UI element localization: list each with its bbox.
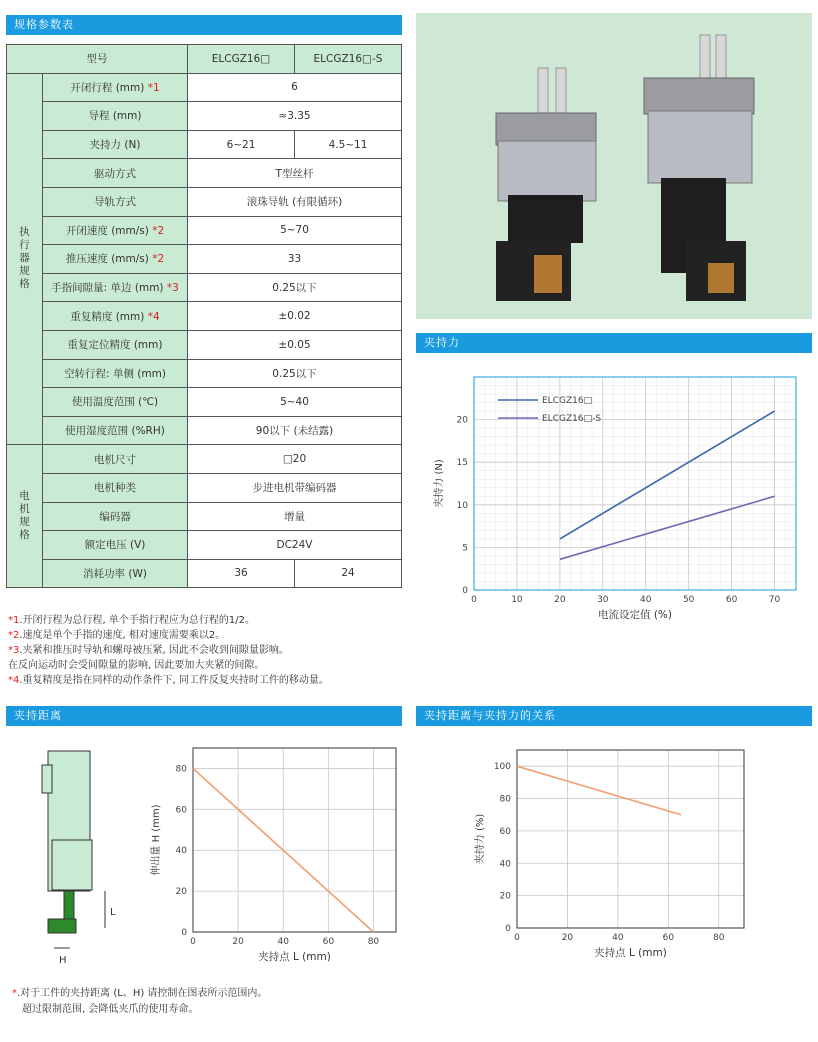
spec-row — [7, 330, 402, 359]
y-tick-label: 100 — [493, 762, 511, 773]
spec-row — [7, 502, 402, 531]
product-photo — [416, 13, 812, 319]
spec-label — [43, 159, 188, 188]
spec-row — [7, 445, 402, 474]
y-axis-label: 夹持力 (N) — [434, 459, 445, 508]
spec-row — [7, 302, 402, 331]
spec-label — [43, 245, 188, 274]
x-tick-label: 30 — [597, 595, 609, 605]
spec-section-bar — [6, 15, 402, 35]
spec-label — [43, 445, 188, 474]
spec-label — [43, 359, 188, 388]
x-tick-label: 60 — [725, 595, 738, 605]
spec-value-a: ±0.02 — [188, 302, 402, 331]
note-mark: *3 — [8, 645, 20, 656]
spec-row — [7, 473, 402, 502]
group-label: 电机规格 — [19, 490, 30, 542]
note-mark: *1 — [8, 615, 20, 626]
note-mark: *4 — [8, 675, 20, 686]
x-tick-label: 60 — [662, 933, 675, 943]
note-line — [8, 628, 329, 643]
spec-value-a: ≈3.35 — [188, 102, 402, 131]
spec-label — [43, 502, 188, 531]
spec-label-text: 电机种类 — [94, 482, 136, 495]
spec-value-a: T型丝杆 — [188, 159, 402, 188]
x-tick-label: 70 — [768, 595, 781, 605]
gripper-diagram — [30, 745, 140, 970]
x-tick-label: 40 — [277, 937, 289, 947]
spec-value-a: 5~70 — [188, 216, 402, 245]
spec-label-text: 消耗功率 (W) — [83, 567, 147, 580]
note-text: .开闭行程为总行程, 单个手指行程应为总行程的1/2。 — [19, 615, 256, 626]
note-text: 在反向运动时会受间隙量的影响, 因此要加大夹紧的间隙。 — [8, 660, 265, 671]
spec-row — [7, 216, 402, 245]
spec-label-text: 导程 (mm) — [88, 110, 142, 123]
x-tick-label: 80 — [713, 933, 725, 943]
spec-label-text: 使用温度范围 (℃) — [71, 396, 159, 409]
note-text: .重复精度是指在同样的动作条件下, 同工件反复夹持时工件的移动量。 — [19, 675, 329, 686]
gripper-right-image — [644, 35, 754, 301]
y-tick-label: 80 — [499, 794, 511, 805]
spec-value-a: ±0.05 — [188, 330, 402, 359]
relation-chart — [470, 740, 770, 980]
spec-value-a: 步进电机带编码器 — [188, 473, 402, 502]
spec-value-a: □20 — [188, 445, 402, 474]
y-tick-label: 40 — [499, 859, 511, 870]
x-tick-label: 0 — [190, 937, 196, 947]
group-actuator — [7, 73, 43, 445]
y-tick-label: 80 — [175, 764, 187, 775]
diagram-jaw-block — [52, 840, 92, 890]
spec-label-text: 驱动方式 — [94, 167, 136, 180]
model-label: 型号 — [7, 45, 188, 74]
spec-section-title: 规格参数表 — [14, 18, 74, 31]
spec-label-text: 编码器 — [99, 510, 131, 523]
plot-frame — [193, 748, 396, 932]
distance-chart — [145, 740, 410, 980]
spec-note-mark: *2 — [152, 224, 165, 237]
note-line — [8, 658, 329, 673]
footnote-line2: 超过限制范围, 会降低夹爪的使用寿命。 — [22, 1004, 199, 1015]
y-tick-label: 40 — [175, 846, 187, 857]
footnote — [12, 986, 267, 1018]
model-b: ELCGZ16□-S — [295, 45, 402, 74]
spec-note-mark: *2 — [152, 253, 165, 266]
x-tick-label: 50 — [682, 595, 695, 605]
note-line — [8, 643, 329, 658]
x-tick-label: 40 — [612, 933, 624, 943]
y-tick-label: 20 — [175, 887, 187, 898]
x-tick-label: 0 — [471, 595, 477, 605]
spec-label-text: 空转行程: 单侧 (mm) — [64, 367, 166, 380]
force-section-bar — [416, 333, 812, 353]
spec-notes — [8, 613, 329, 688]
spec-label — [43, 416, 188, 445]
spec-row — [7, 73, 402, 102]
relation-section-bar — [416, 706, 812, 726]
spec-value-a: 增量 — [188, 502, 402, 531]
spec-label-text: 推压速度 (mm/s) — [65, 253, 153, 266]
y-tick-label: 20 — [456, 415, 468, 426]
spec-label — [43, 216, 188, 245]
diagram-connector — [42, 765, 52, 793]
footnote-mark: * — [12, 988, 17, 999]
diagram-h-label: H — [59, 955, 67, 966]
x-tick-label: 20 — [554, 595, 566, 605]
spec-label — [43, 73, 188, 102]
distance-section-bar — [6, 706, 402, 726]
spec-label-text: 开闭行程 (mm) — [70, 81, 148, 94]
x-tick-label: 40 — [640, 595, 652, 605]
spec-label-text: 额定电压 (V) — [84, 539, 146, 552]
x-axis-label: 夹持点 L (mm) — [594, 947, 667, 959]
group-motor — [7, 445, 43, 588]
spec-row — [7, 416, 402, 445]
spec-label-text: 重复定位精度 (mm) — [67, 339, 163, 352]
y-axis-label: 伸出量 H (mm) — [151, 804, 162, 876]
spec-row — [7, 531, 402, 560]
model-a: ELCGZ16□ — [188, 45, 295, 74]
spec-row — [7, 359, 402, 388]
spec-label — [43, 130, 188, 159]
spec-label-text: 重复精度 (mm) — [70, 310, 148, 323]
spec-header-row — [7, 45, 402, 74]
note-text: .夹紧和推压时导轨和螺母被压紧, 因此不会收到间隙量影响。 — [19, 645, 289, 656]
y-axis-label: 夹持力 (%) — [475, 813, 486, 865]
group-label: 执行器规格 — [19, 226, 30, 291]
spec-label-text: 导轨方式 — [94, 196, 136, 209]
spec-value-a: 90以下 (未结露) — [188, 416, 402, 445]
spec-label — [43, 273, 188, 302]
y-tick-label: 0 — [505, 924, 511, 934]
y-tick-label: 5 — [462, 543, 468, 554]
spec-value-a: 6~21 — [188, 130, 295, 159]
spec-row — [7, 388, 402, 417]
spec-label — [43, 531, 188, 560]
spec-note-mark: *3 — [166, 282, 179, 295]
spec-label-text: 手指间隙量: 单边 (mm) — [51, 282, 167, 295]
x-tick-label: 60 — [322, 937, 335, 947]
legend-label: ELCGZ16□ — [542, 396, 593, 406]
x-tick-label: 10 — [511, 595, 523, 605]
y-tick-label: 60 — [175, 805, 187, 816]
spec-note-mark: *4 — [147, 310, 160, 323]
y-tick-label: 10 — [456, 500, 468, 511]
spec-value-a: DC24V — [188, 531, 402, 560]
legend-label: ELCGZ16□-S — [542, 414, 602, 424]
y-tick-label: 60 — [499, 826, 511, 837]
x-tick-label: 80 — [367, 937, 380, 947]
spec-label — [43, 102, 188, 131]
series-line — [517, 766, 681, 815]
spec-table — [6, 44, 402, 588]
note-mark: *2 — [8, 630, 20, 641]
spec-row — [7, 245, 402, 274]
spec-label-text: 开闭速度 (mm/s) — [65, 224, 153, 237]
spec-value-a: 5~40 — [188, 388, 402, 417]
force-chart — [416, 362, 812, 632]
y-tick-label: 0 — [462, 586, 468, 596]
spec-label-text: 夹持力 (N) — [89, 139, 141, 152]
y-tick-label: 15 — [456, 458, 468, 469]
spec-label-text: 使用湿度范围 (%RH) — [65, 425, 165, 438]
note-line — [8, 613, 329, 628]
spec-row — [7, 130, 402, 159]
spec-label — [43, 473, 188, 502]
footnote-line1: .对于工件的夹持距离 (L、H) 请控制在图表所示范围内。 — [17, 988, 268, 999]
x-axis-label: 电流设定值 (%) — [597, 609, 673, 621]
diagram-finger — [64, 891, 74, 921]
spec-label — [43, 388, 188, 417]
spec-value-a: 0.25以下 — [188, 273, 402, 302]
y-tick-label: 20 — [499, 891, 511, 902]
spec-row — [7, 159, 402, 188]
x-axis-label: 夹持点 L (mm) — [258, 951, 331, 963]
spec-value-a: 36 — [188, 559, 295, 588]
spec-label-text: 电机尺寸 — [94, 453, 136, 466]
spec-value-b: 4.5~11 — [295, 130, 402, 159]
note-line — [8, 673, 329, 688]
distance-section-title: 夹持距离 — [14, 709, 62, 722]
spec-row — [7, 273, 402, 302]
x-tick-label: 20 — [561, 933, 574, 943]
spec-value-a: 33 — [188, 245, 402, 274]
diagram-l-label: L — [110, 907, 116, 918]
y-tick-label: 0 — [181, 928, 187, 938]
spec-label — [43, 187, 188, 216]
relation-section-title: 夹持距离与夹持力的关系 — [424, 709, 556, 722]
spec-label — [43, 302, 188, 331]
x-tick-label: 20 — [232, 937, 244, 947]
spec-value-a: 6 — [188, 73, 402, 102]
force-section-title: 夹持力 — [424, 336, 460, 349]
x-tick-label: 0 — [514, 933, 520, 943]
spec-label — [43, 559, 188, 588]
spec-note-mark: *1 — [147, 81, 160, 94]
spec-value-a: 滚珠导轨 (有限循环) — [188, 187, 402, 216]
diagram-workpiece — [48, 919, 76, 933]
spec-row — [7, 187, 402, 216]
note-text: .速度是单个手指的速度, 相对速度需要乘以2。 — [19, 630, 226, 641]
spec-value-a: 0.25以下 — [188, 359, 402, 388]
spec-value-b: 24 — [295, 559, 402, 588]
spec-row — [7, 102, 402, 131]
gripper-left-image — [496, 68, 596, 301]
spec-label — [43, 330, 188, 359]
spec-row — [7, 559, 402, 588]
